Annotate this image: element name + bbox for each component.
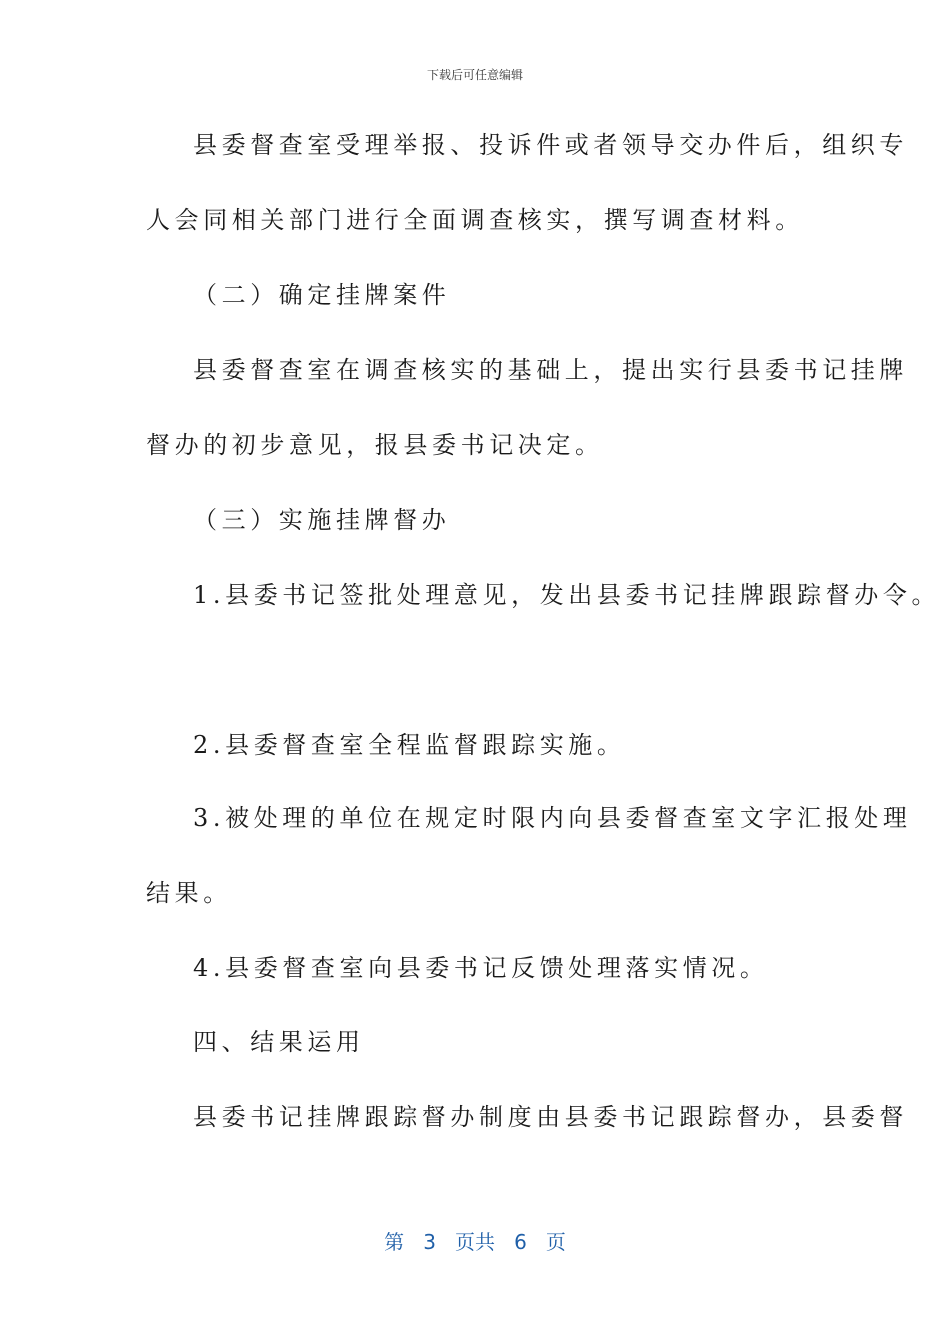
footer-suffix: 页 (545, 1230, 566, 1254)
body-line: 县委督查室受理举报、投诉件或者领导交办件后，组织专 (193, 131, 908, 159)
page-footer (0, 1226, 950, 1255)
total-pages-number: 6 (514, 1230, 527, 1254)
section-heading: 四、结果运用 (193, 1028, 365, 1056)
body-line: 结果。 (146, 879, 232, 907)
footer-middle: 页共 (455, 1230, 495, 1254)
body-line: 督办的初步意见，报县委书记决定。 (146, 431, 604, 459)
body-line: 人会同相关部门进行全面调查核实，撰写调查材料。 (146, 206, 804, 234)
current-page-number: 3 (423, 1230, 436, 1254)
list-item: 1.县委书记签批处理意见，发出县委书记挂牌跟踪督办令。 (193, 581, 941, 609)
section-heading: （三）实施挂牌督办 (193, 506, 451, 534)
body-line: 县委督查室在调查核实的基础上，提出实行县委书记挂牌 (193, 356, 908, 384)
list-item: 2.县委督查室全程监督跟踪实施。 (193, 731, 626, 759)
footer-prefix: 第 (384, 1230, 405, 1254)
section-heading: （二）确定挂牌案件 (193, 281, 451, 309)
page-header-note: 下载后可任意编辑 (426, 68, 523, 82)
body-line: 县委书记挂牌跟踪督办制度由县委书记跟踪督办，县委督 (193, 1103, 908, 1131)
list-item: 3.被处理的单位在规定时限内向县委督查室文字汇报处理 (193, 804, 912, 832)
list-item: 4.县委督查室向县委书记反馈处理落实情况。 (193, 954, 769, 982)
